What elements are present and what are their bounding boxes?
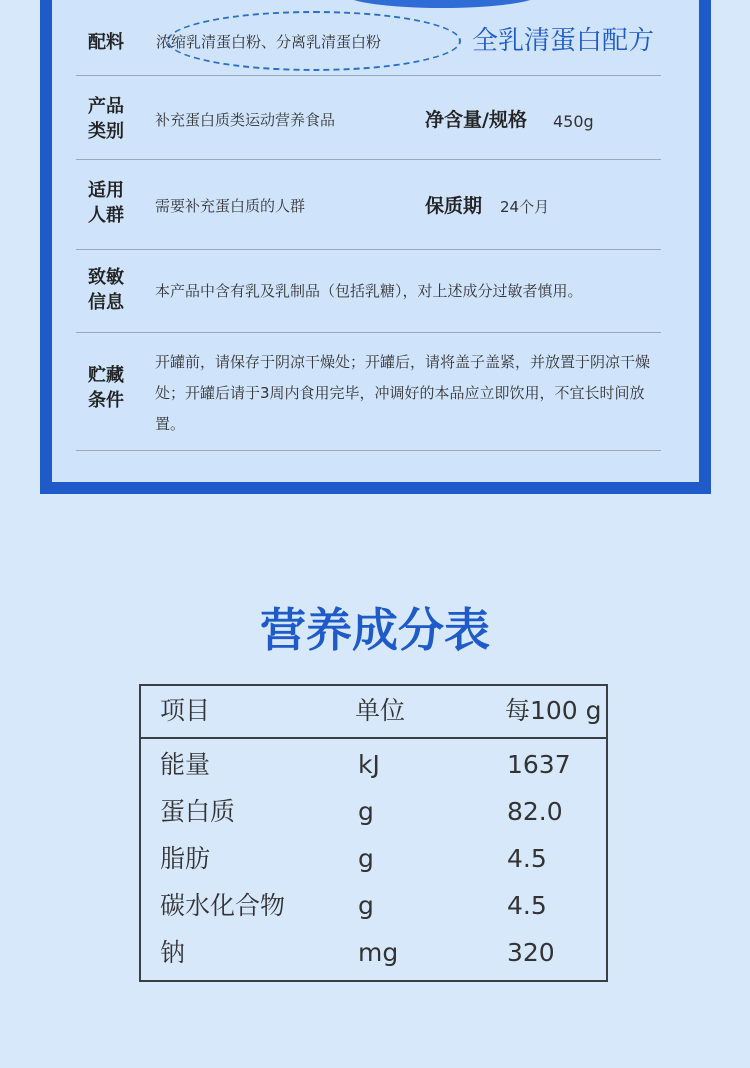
- nutrition-title: 营养成分表: [260, 603, 490, 657]
- header-unit: 单位: [355, 696, 406, 725]
- header-item: 项目: [160, 696, 211, 725]
- row-sodium-item: 钠: [160, 938, 186, 967]
- allergen-label: 致敏 信息: [88, 267, 124, 313]
- product-info-card: [40, 0, 711, 494]
- audience-value: 需要补充蛋白质的人群: [155, 197, 306, 215]
- audience-label: 适用 人群: [88, 180, 124, 226]
- header-per-100g: 每100 g: [505, 696, 602, 725]
- row-fat-value: 4.5: [507, 844, 547, 873]
- row-fat-item: 脂肪: [160, 844, 211, 873]
- storage-value: 开罐前，请保存于阴凉干燥处；开罐后，请将盖子盖紧，并放置于阴凉干燥处；开罐后请于3周内食用完毕，冲调好的本品应立即饮用，不宜长时间放置。: [155, 353, 651, 433]
- net-content-label: 净含量/规格: [425, 109, 527, 131]
- ingredients-label: 配料: [88, 32, 124, 53]
- row-energy-item: 能量: [160, 750, 211, 779]
- ingredients-row: [76, 0, 661, 76]
- shelf-life-label: 保质期: [425, 195, 483, 217]
- row-energy-unit: kJ: [358, 750, 380, 779]
- ingredients-value: 浓缩乳清蛋白粉、分离乳清蛋白粉: [156, 33, 382, 51]
- header-divider: [141, 737, 606, 739]
- audience-row: [76, 160, 661, 250]
- row-protein-item: 蛋白质: [160, 797, 236, 826]
- allergen-value: 本产品中含有乳及乳制品（包括乳糖），对上述成分过敏者慎用。: [155, 282, 583, 300]
- category-row: [76, 76, 661, 160]
- row-energy-value: 1637: [507, 750, 571, 779]
- storage-label: 贮藏 条件: [88, 365, 124, 411]
- row-carbs-value: 4.5: [507, 891, 547, 920]
- row-carbs-item: 碳水化合物: [160, 891, 286, 920]
- net-content-value: 450g: [553, 112, 594, 131]
- row-protein-value: 82.0: [507, 797, 563, 826]
- row-carbs-unit: g: [358, 891, 374, 920]
- shelf-life-value: 24个月: [500, 198, 550, 216]
- whey-formula-highlight: 全乳清蛋白配方: [472, 26, 655, 56]
- category-label: 产品 类别: [88, 96, 124, 142]
- row-sodium-value: 320: [507, 938, 555, 967]
- nutrition-table: [139, 684, 608, 982]
- allergen-row: [76, 250, 661, 333]
- category-value: 补充蛋白质类运动营养食品: [155, 111, 336, 129]
- product-info-panel: [52, 0, 699, 482]
- row-protein-unit: g: [358, 797, 374, 826]
- row-fat-unit: g: [358, 844, 374, 873]
- storage-row: [76, 333, 661, 451]
- row-sodium-unit: mg: [358, 938, 399, 967]
